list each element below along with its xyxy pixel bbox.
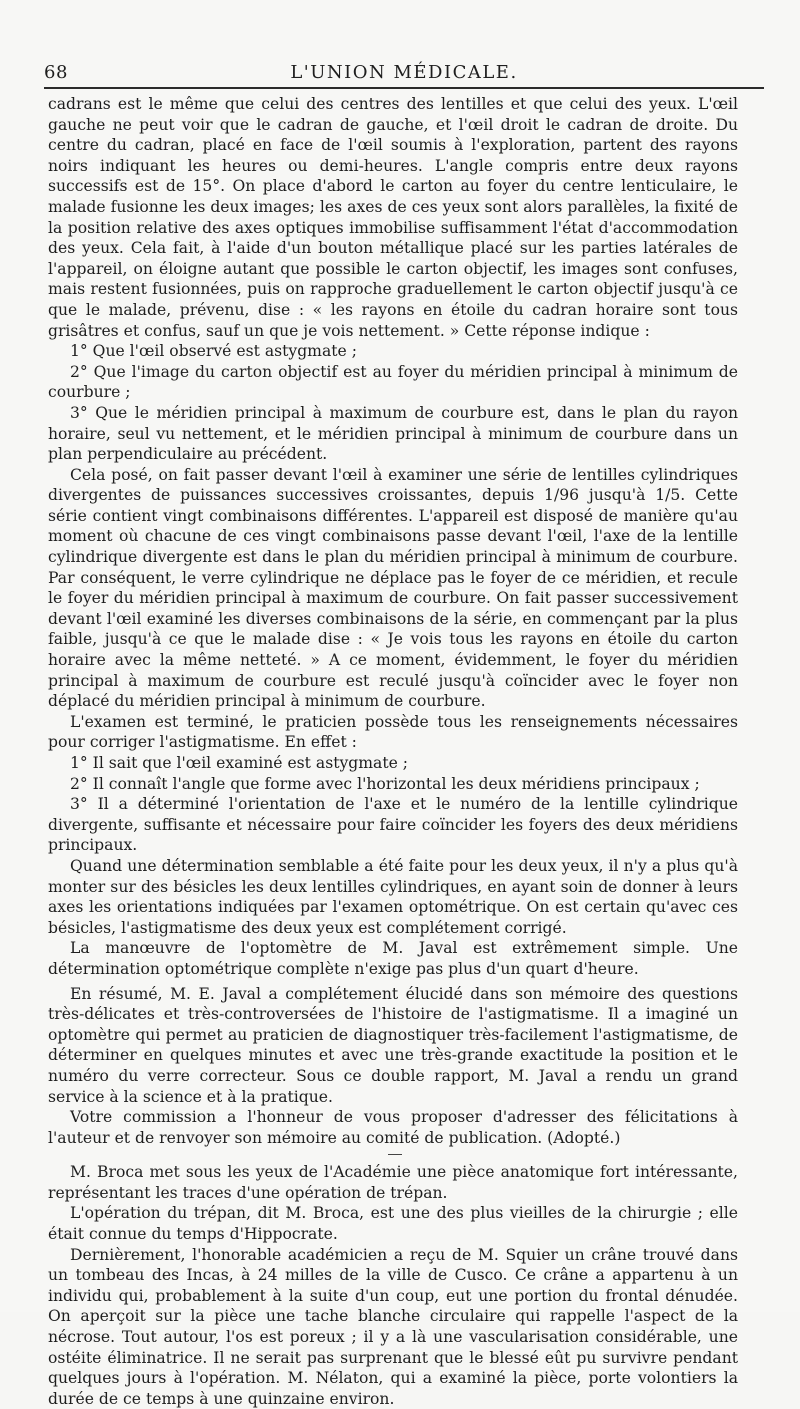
page-header [44,54,764,84]
list-item-orientation-axe: 3° Il a déterminé l'orientation de l'axe et le numéro de la lentille cylindrique divergente, suffisante et nécessaire pour faire coïncider les foyers des deux méridiens principaux. [48,795,738,855]
page-number: 68 [44,62,68,83]
paragraph-manoeuvre: La manœuvre de l'optomètre de M. Javal est extrêmement simple. Une détermination optométrique complète n'exige pas plus d'un quart d'heure. [48,939,738,978]
paragraph-broca-piece: M. Broca met sous les yeux de l'Académie une pièce anatomique fort intéressante, représentant les traces d'une opération de trépan. [48,1163,738,1202]
list-item-sait-astygmate: 1° Il sait que l'œil examiné est astygmate ; [70,754,409,772]
section-separator [48,1148,738,1162]
paragraph-resume: En résumé, M. E. Javal a complétement élucidé dans son mémoire des questions très-délicates et très-controversées de l'histoire de l'astigmatisme. Il a imaginé un optomètre qui permet au praticien de diagnostiquer très-facilement l'astigmatisme, de déterminer en quelques minutes et avec une très-grande exactitude la position et le numéro du verre correcteur. Sous ce double rapport, M. Javal a rendu un grand service à la science et à la pratique. [48,984,738,1106]
list-item-foyer-minimum: 2° Que l'image du carton objectif est au foyer du méridien principal à minimum de courbure ; [48,362,738,402]
paragraph-examen-termine: L'examen est terminé, le praticien possède tous les renseignements nécessaires pour corriger l'astigmatisme. En effet : [48,712,738,752]
paragraph-operation-trepan: L'opération du trépan, dit M. Broca, est une des plus vieilles de la chirurgie ; elle était connue du temps d'Hippocrate. [48,1204,738,1244]
list-item-oeil-astygmate: 1° Que l'œil observé est astygmate ; [70,342,357,361]
paragraph-crane-incas: Dernièrement, l'honorable académicien a reçu de M. Squier un crâne trouvé dans un tombeau des Incas, à 24 milles de la ville de Cusco. Ce crâne a appartenu à un individu qui, probablement à la suite d'un coup, eut une portion du frontal dénudée. On aperçoit sur la pièce une tache blanche circulaire qui rappelle l'aspect de la nécrose. Tout autour, l'os est poreux ; il y a là une vascularisation considérable, une ostéite éliminatrice. Il ne serait pas surprenant que le blessé eût pu survivre pendant quelques jours à l'opération. M. Nélaton, qui a examiné la pièce, porte volontiers la durée de ce temps à une quinzaine environ. [48,1245,738,1408]
header-rule [44,87,764,89]
paragraph-commission: Votre commission a l'honneur de vous proposer d'adresser des félicitations à l'auteur et de renvoyer son mémoire au comité de publication. (Adopté.) [48,1108,738,1147]
list-item-meridien-maximum: 3° Que le méridien principal à maximum de courbure est, dans le plan du rayon horaire, seul vu nettement, et le méridien principal à minimum de courbure dans un plan perpendiculaire au précédent. [48,403,738,464]
list-item-connait-angle: 2° Il connaît l'angle que forme avec l'horizontal les deux méridiens principaux ; [70,774,700,793]
paragraph-cadrans: cadrans est le même que celui des centres des lentilles et que celui des yeux. L'œil gauche ne peut voir que le cadran de gauche, et l'œil droit le cadran de droite. Du centre du cadran, placé en face de l'œil soumis à l'exploration, partent des rayons noirs indiquant les heures ou demi-heures. L'angle compris entre deux rayons successifs est de 15°. On place d'abord le carton au foyer du centre lenticulaire, le malade fusionne les deux images; les axes de ces yeux sont alors parallèles, la fixité de la position relative des axes optiques immobilise suffisamment l'état d'accommodation des yeux. Cela fait, à l'aide d'un bouton métallique placé sur les parties latérales de l'appareil, on éloigne autant que possible le carton objectif, les images sont confuses, mais restent fusionnées, puis on rapproche graduellement le carton objectif jusqu'à ce que le malade, prévenu, dise : « les rayons en étoile du cadran horaire sont tous grisâtres et confus, sauf un que je vois nettement. » Cette réponse indique : [48,95,738,340]
paragraph-lentilles-divergentes: Cela posé, on fait passer devant l'œil à examiner une série de lentilles cylindriques divergentes de puissances successives croissantes, depuis 1/96 jusqu'à 1/5. Cette série contient vingt combinaisons différentes. L'appareil est disposé de manière qu'au moment où chacune de ces vingt combinaisons passe devant l'œil, l'axe de la lentille cylindrique divergente est dans le plan du méridien principal à minimum de courbure. Par conséquent, le verre cylindrique ne déplace pas le foyer de ce méridien, et recule le foyer du méridien principal à maximum de courbure. On fait passer successivement devant l'œil examiné les diverses combinaisons de la série, en commençant par la plus faible, jusqu'à ce que le malade dise : « Je vois tous les rayons en étoile du carton horaire avec la même netteté. » A ce moment, évidemment, le foyer du méridien principal à maximum de courbure est reculé jusqu'à coïncider avec le foyer non déplacé du méridien principal à minimum de courbure. [48,465,738,711]
article-body [48,94,738,1409]
paragraph-besicles: Quand une détermination semblable a été faite pour les deux yeux, il n'y a plus qu'à monter sur des bésicles les deux lentilles cylindriques, en ayant soin de donner à leurs axes les orientations indiquées par l'examen optométrique. On est certain qu'avec ces bésicles, l'astigmatisme des deux yeux est complétement corrigé. [48,856,738,937]
running-title: L'UNION MÉDICALE. [290,62,518,83]
